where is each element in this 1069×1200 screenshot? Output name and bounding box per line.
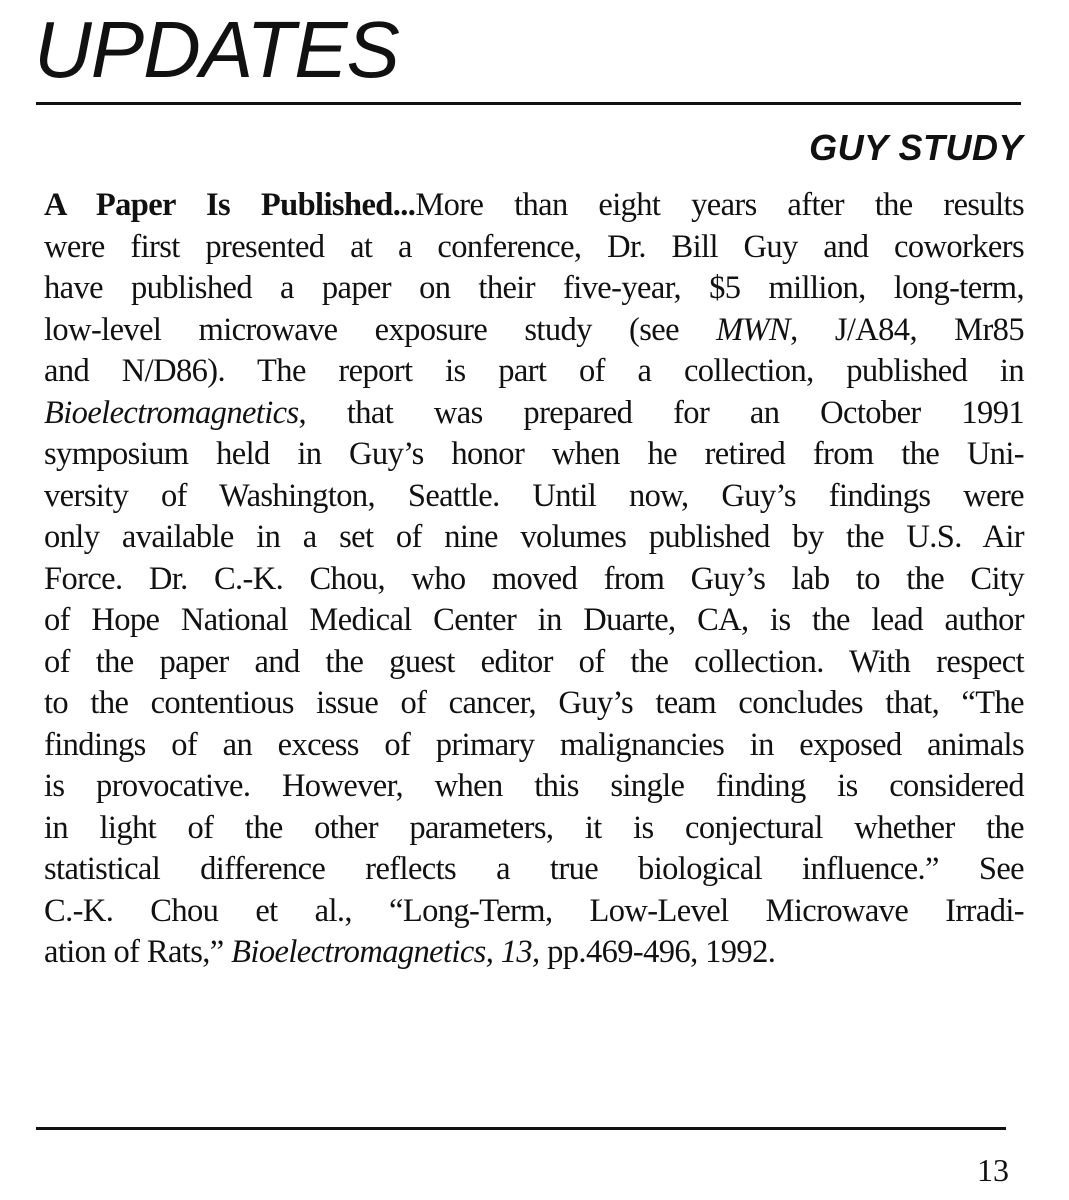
article-text: low-level microwave exposure study (see: [44, 311, 717, 348]
article-text: More than eight years after the results: [415, 187, 1024, 223]
article-line: C.-K. Chou et al., “Long-Term, Low-Level Microwave Irradi-: [44, 892, 1024, 929]
article-body: [44, 185, 1024, 974]
article-line: is provocative. However, when this single finding is considered: [44, 768, 1024, 804]
article-line: [44, 310, 1024, 352]
section-label: GUY STUDY: [809, 127, 1023, 168]
publication-abbrev: MWN: [716, 311, 791, 348]
article-lead: A Paper Is Published...: [44, 187, 416, 223]
article-text: , that was prepared for an October 1991: [298, 394, 1024, 431]
article-line: in light of the other parameters, it is conjectural whether the: [44, 809, 1024, 846]
article-line: statistical difference reflects a true biological influence.” See: [44, 851, 1024, 887]
journal-citation: Bioelectromagnetics, 13,: [231, 934, 540, 970]
article-line: of the paper and the guest editor of the collection. With respect: [44, 643, 1024, 680]
article-line: only available in a set of nine volumes published by the U.S. Air: [44, 519, 1024, 555]
page-heading: UPDATES: [34, 5, 399, 94]
page-number: 13: [977, 1152, 1009, 1188]
article-line: have published a paper on their five-year, $5 million, long-term,: [44, 270, 1024, 306]
bottom-divider: [36, 1127, 1006, 1130]
top-divider: [36, 102, 1021, 105]
article-line: [44, 932, 1024, 974]
article-line: symposium held in Guy’s honor when he retired from the Uni-: [44, 436, 1024, 472]
article-line: findings of an excess of primary malignancies in exposed animals: [44, 726, 1024, 763]
article-line: of Hope National Medical Center in Duarte, CA, is the lead author: [44, 602, 1024, 638]
article-line: [44, 185, 1024, 227]
article-line: and N/D86). The report is part of a collection, published in: [44, 353, 1024, 389]
article-line: [44, 393, 1024, 435]
article-line: to the contentious issue of cancer, Guy’s team concludes that, “The: [44, 685, 1024, 721]
article-text: pp.469-496, 1992.: [539, 934, 776, 970]
article-line: Force. Dr. C.-K. Chou, who moved from Guy’s lab to the City: [44, 560, 1024, 597]
article-line: were first presented at a conference, Dr. Bill Guy and coworkers: [44, 228, 1024, 265]
article-text: ation of Rats,”: [44, 934, 232, 970]
article-line: versity of Washington, Seattle. Until now, Guy’s findings were: [44, 477, 1024, 514]
journal-name: Bioelectromagnetics: [44, 394, 299, 431]
article-text: , J/A84, Mr85: [790, 311, 1024, 348]
